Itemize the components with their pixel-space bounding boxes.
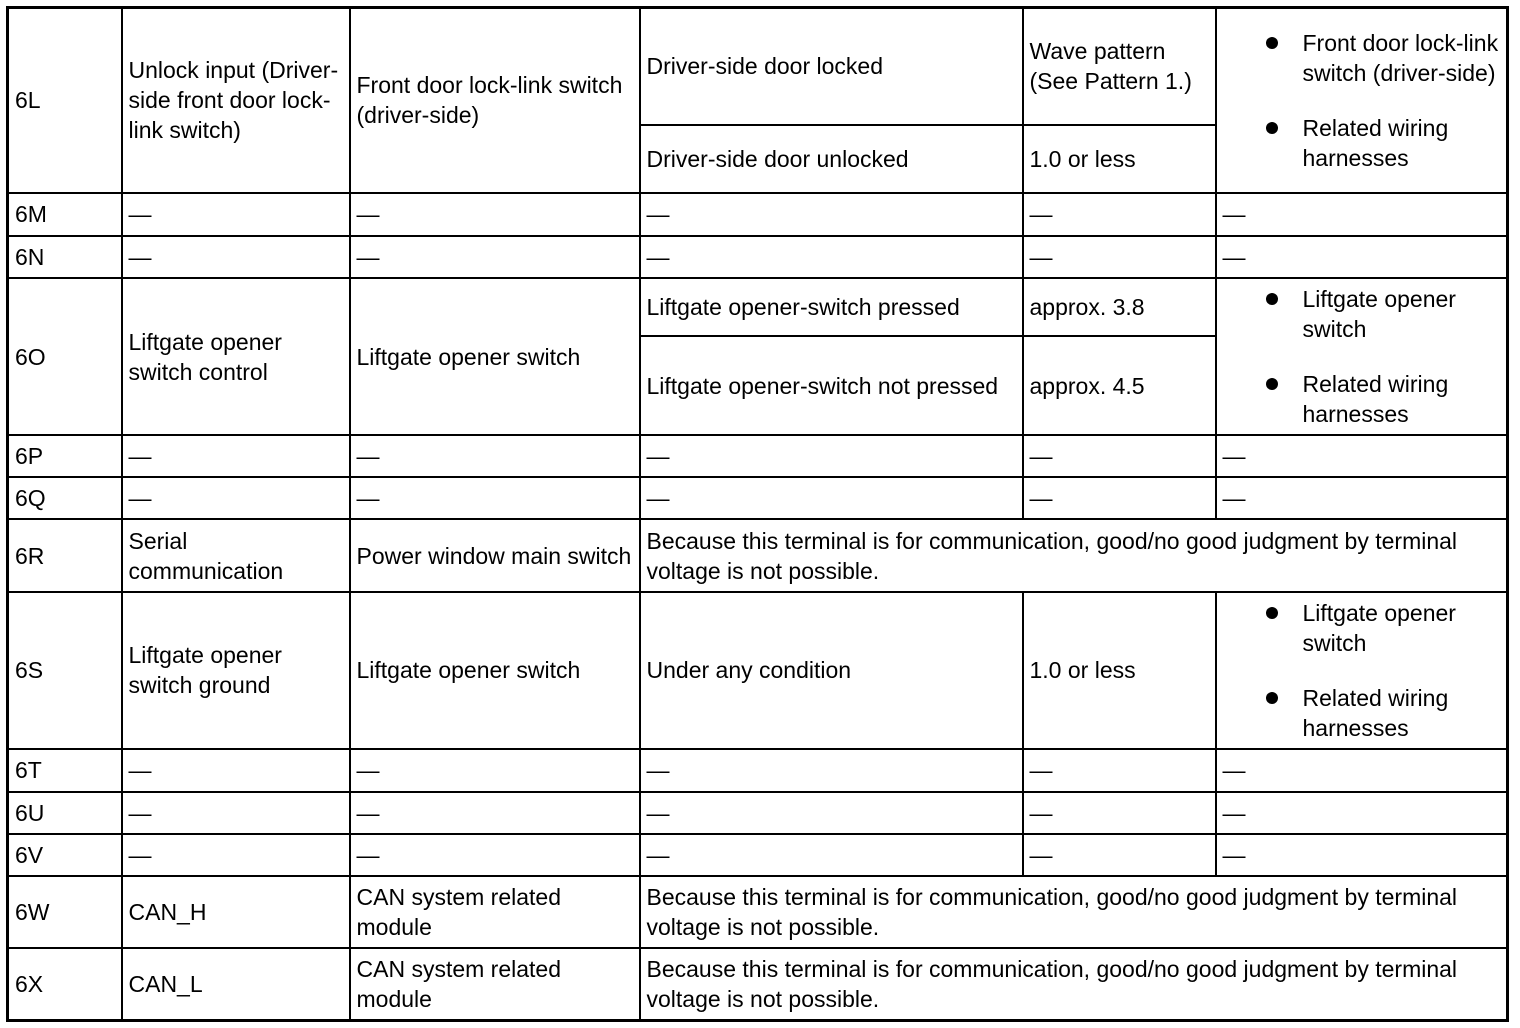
inspection-cell (1216, 8, 1508, 193)
description-cell: — (122, 193, 350, 236)
voltage-cell: — (1023, 792, 1216, 834)
connected-to-cell: Front door lock-link switch (driver-side) (350, 8, 640, 193)
terminal-cell: 6X (8, 948, 122, 1020)
inspection-cell: — (1216, 193, 1508, 236)
connected-to-cell: — (350, 749, 640, 792)
bullet-icon (1266, 607, 1278, 619)
table-row (8, 792, 1508, 834)
condition-cell: — (640, 834, 1023, 876)
table-row (8, 236, 1508, 278)
inspection-list (1223, 28, 1501, 173)
table-row (8, 477, 1508, 519)
list-item: Front door lock-link switch (driver-side) (1303, 28, 1501, 88)
terminal-cell: 6N (8, 236, 122, 278)
voltage-cell: 1.0 or less (1023, 125, 1216, 193)
table-row (8, 948, 1508, 1020)
terminal-cell: 6V (8, 834, 122, 876)
list-item: Liftgate opener switch (1303, 284, 1501, 344)
bullet-icon (1266, 378, 1278, 390)
terminal-cell: 6R (8, 519, 122, 591)
description-cell: — (122, 792, 350, 834)
description-cell: — (122, 435, 350, 477)
connected-to-cell: — (350, 236, 640, 278)
description-cell: Serial communication (122, 519, 350, 591)
connected-to-cell: — (350, 792, 640, 834)
condition-cell: — (640, 749, 1023, 792)
terminal-table (6, 6, 1509, 1022)
voltage-cell: 1.0 or less (1023, 592, 1216, 749)
table-row (8, 834, 1508, 876)
inspection-list (1223, 598, 1501, 743)
bullet-icon (1266, 692, 1278, 704)
list-item: Related wiring harnesses (1303, 369, 1501, 429)
terminal-cell: 6S (8, 592, 122, 749)
connected-to-cell: Liftgate opener switch (350, 592, 640, 749)
condition-cell: Liftgate opener-switch pressed (640, 278, 1023, 336)
connected-to-cell: Liftgate opener switch (350, 278, 640, 435)
bullet-icon (1266, 293, 1278, 305)
description-cell: — (122, 749, 350, 792)
condition-cell: Liftgate opener-switch not pressed (640, 336, 1023, 435)
list-item: Liftgate opener switch (1303, 598, 1501, 658)
description-cell: Liftgate opener switch ground (122, 592, 350, 749)
inspection-cell: — (1216, 435, 1508, 477)
table-row (8, 8, 1508, 125)
terminal-cell: 6U (8, 792, 122, 834)
voltage-cell: — (1023, 749, 1216, 792)
condition-cell: — (640, 477, 1023, 519)
bullet-icon (1266, 37, 1278, 49)
voltage-cell: — (1023, 435, 1216, 477)
terminal-cell: 6M (8, 193, 122, 236)
condition-cell: Driver-side door unlocked (640, 125, 1023, 193)
connected-to-cell: — (350, 193, 640, 236)
connected-to-cell: — (350, 477, 640, 519)
voltage-cell: approx. 4.5 (1023, 336, 1216, 435)
voltage-cell: — (1023, 236, 1216, 278)
communication-note-cell: Because this terminal is for communication, good/no good judgment by terminal voltage is not possible. (640, 948, 1508, 1020)
condition-cell: — (640, 193, 1023, 236)
description-cell: Unlock input (Driver-side front door lock-link switch) (122, 8, 350, 193)
voltage-cell: — (1023, 193, 1216, 236)
table-row (8, 435, 1508, 477)
terminal-cell: 6Q (8, 477, 122, 519)
connected-to-cell: CAN system related module (350, 876, 640, 948)
terminal-cell: 6W (8, 876, 122, 948)
inspection-list (1223, 284, 1501, 429)
table-row (8, 749, 1508, 792)
table-row (8, 592, 1508, 749)
inspection-cell: — (1216, 834, 1508, 876)
condition-cell: Under any condition (640, 592, 1023, 749)
description-cell: — (122, 834, 350, 876)
inspection-cell: — (1216, 236, 1508, 278)
list-item: Related wiring harnesses (1303, 683, 1501, 743)
description-cell: CAN_L (122, 948, 350, 1020)
table-row (8, 876, 1508, 948)
description-cell: — (122, 477, 350, 519)
inspection-cell: — (1216, 477, 1508, 519)
communication-note-cell: Because this terminal is for communication, good/no good judgment by terminal voltage is not possible. (640, 876, 1508, 948)
terminal-cell: 6O (8, 278, 122, 435)
table-row (8, 193, 1508, 236)
description-cell: Liftgate opener switch control (122, 278, 350, 435)
communication-note-cell: Because this terminal is for communication, good/no good judgment by terminal voltage is not possible. (640, 519, 1508, 591)
connected-to-cell: CAN system related module (350, 948, 640, 1020)
inspection-cell (1216, 278, 1508, 435)
terminal-cell: 6T (8, 749, 122, 792)
description-cell: CAN_H (122, 876, 350, 948)
connected-to-cell: — (350, 435, 640, 477)
inspection-cell: — (1216, 749, 1508, 792)
voltage-cell: — (1023, 834, 1216, 876)
bullet-icon (1266, 122, 1278, 134)
table-row (8, 278, 1508, 336)
condition-cell: — (640, 236, 1023, 278)
inspection-cell (1216, 592, 1508, 749)
voltage-cell: approx. 3.8 (1023, 278, 1216, 336)
condition-cell: — (640, 435, 1023, 477)
voltage-cell: Wave pattern (See Pattern 1.) (1023, 8, 1216, 125)
description-cell: — (122, 236, 350, 278)
condition-cell: — (640, 792, 1023, 834)
table-row (8, 519, 1508, 591)
condition-cell: Driver-side door locked (640, 8, 1023, 125)
terminal-cell: 6P (8, 435, 122, 477)
connected-to-cell: — (350, 834, 640, 876)
list-item: Related wiring harnesses (1303, 113, 1501, 173)
inspection-cell: — (1216, 792, 1508, 834)
terminal-cell: 6L (8, 8, 122, 193)
connected-to-cell: Power window main switch (350, 519, 640, 591)
voltage-cell: — (1023, 477, 1216, 519)
